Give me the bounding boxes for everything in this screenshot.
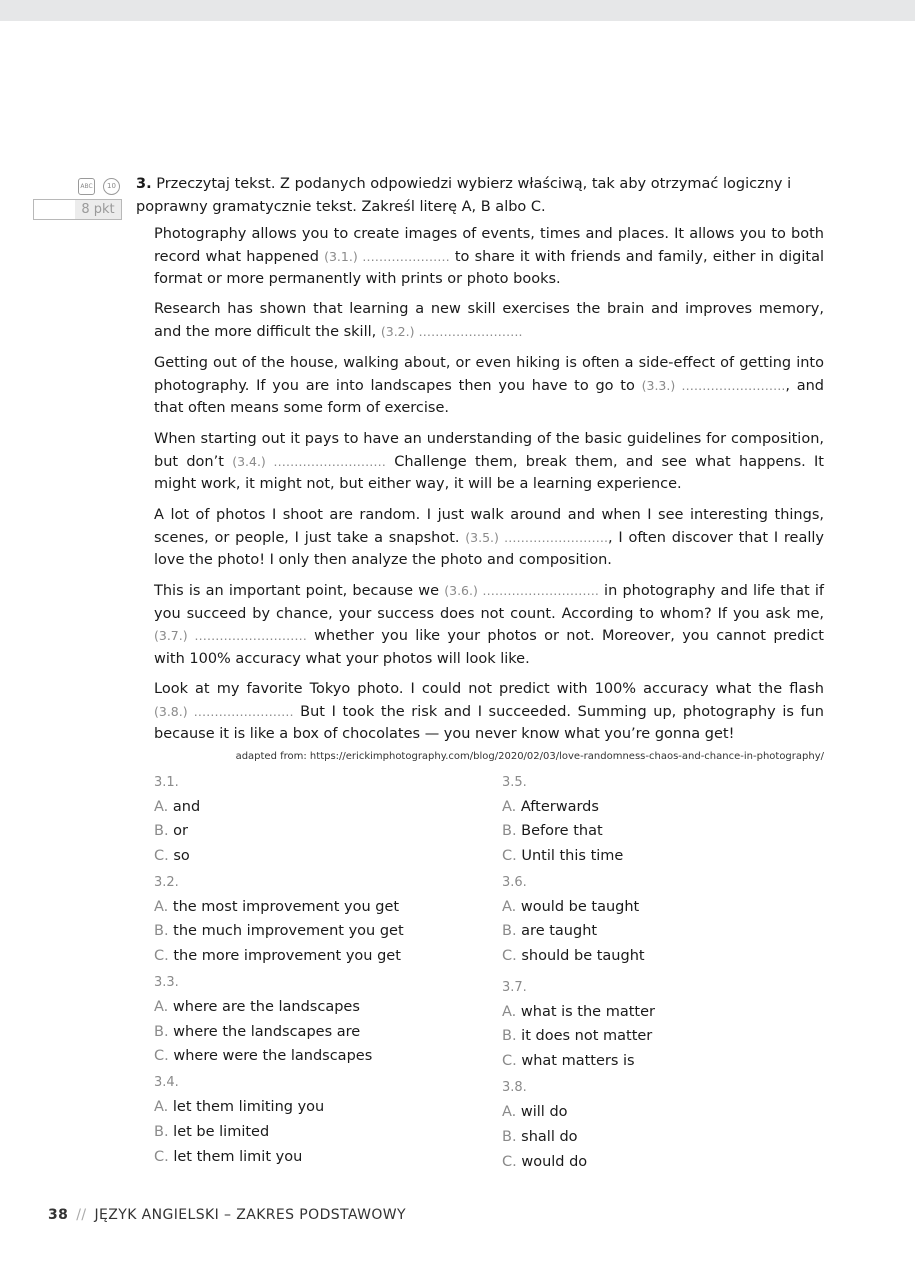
option-a[interactable] (154, 899, 399, 915)
paragraph-1 (154, 223, 824, 291)
page-footer (48, 1207, 406, 1223)
text-span: whether you like your photos or not. Moreover, you cannot predict with 100% accuracy what your photos will look like. (154, 628, 824, 667)
abc-icon: ABC (78, 178, 95, 195)
text-span: , and that often means some form of exercise. (154, 377, 824, 416)
timer-icon: 10 (103, 178, 120, 195)
gap-3-3: (3.3.) ……………………. (641, 377, 786, 393)
option-text: let them limit you (173, 1149, 303, 1165)
option-letter: A. (502, 899, 517, 915)
question-number: 3.5. (502, 775, 527, 790)
option-text: where the landscapes are (173, 1024, 361, 1040)
gap-3-2: (3.2.) ……………………. (380, 323, 523, 339)
option-letter: A. (502, 1004, 517, 1020)
option-c[interactable] (154, 1149, 302, 1165)
text-span: When starting out it pays to have an understanding of the basic guidelines for composition, but don’t (154, 431, 824, 470)
text-span: Look at my favorite Tokyo photo. I could not predict with 100% accuracy what the flash (154, 681, 824, 697)
paragraph-2 (154, 298, 824, 343)
question-number: 3.1. (154, 775, 179, 790)
option-text: Until this time (521, 848, 624, 864)
option-a[interactable] (502, 899, 639, 915)
option-c[interactable] (154, 848, 190, 864)
option-letter: A. (154, 799, 169, 815)
paragraph-5 (154, 504, 824, 572)
gap-3-1: (3.1.) ………………… (324, 248, 450, 264)
option-letter: C. (154, 848, 169, 864)
paragraph-4 (154, 428, 824, 496)
text-span: Research has shown that learning a new skill exercises the brain and improves memory, and the more difficult the skill, (154, 301, 824, 340)
option-text: would be taught (520, 899, 640, 915)
option-b[interactable] (502, 1129, 578, 1145)
option-text: Afterwards (520, 799, 599, 815)
gap-3-5: (3.5.) ……………………. (465, 529, 609, 545)
text-span: But I took the risk and I succeeded. Summing up, photography is fun because it is like a box of chocolates — you never know what you’re gonna get! (154, 703, 824, 742)
option-text: let them limiting you (172, 1099, 325, 1115)
option-letter: B. (502, 1129, 517, 1145)
option-text: and (172, 799, 201, 815)
points-box (33, 199, 122, 220)
gap-3-6: (3.6.) ………………………. (444, 583, 599, 598)
option-letter: A. (502, 1104, 517, 1120)
option-c[interactable] (154, 1048, 372, 1064)
option-letter: B. (502, 1028, 517, 1044)
gap-3-4: (3.4.) ……………………… (232, 453, 386, 469)
option-b[interactable] (502, 823, 603, 839)
option-text: so (173, 848, 190, 864)
task-icons (78, 178, 124, 196)
option-b[interactable] (154, 823, 188, 839)
option-letter: C. (154, 948, 169, 964)
option-text: where are the landscapes (172, 999, 360, 1015)
option-letter: C. (502, 1053, 517, 1069)
option-letter: C. (502, 848, 517, 864)
option-c[interactable] (154, 948, 401, 964)
question-number: 3.3. (154, 975, 179, 990)
text-span: Photography allows you to create images of events, times and places. It allows you to both record what happened (154, 226, 824, 265)
option-a[interactable] (502, 1104, 568, 1120)
option-text: would do (521, 1154, 588, 1170)
paragraph-6 (154, 580, 824, 670)
option-b[interactable] (154, 923, 404, 939)
option-letter: B. (502, 823, 517, 839)
option-text: it does not matter (521, 1028, 653, 1044)
option-text: or (173, 823, 189, 839)
option-letter: B. (154, 1024, 169, 1040)
option-letter: B. (154, 823, 169, 839)
task-instruction (136, 173, 824, 218)
text-span: A lot of photos I shoot are random. I just walk around and when I see interesting things, scenes, or people, I just take a snapshot. (154, 507, 824, 546)
option-text: should be taught (521, 948, 645, 964)
question-number: 3.8. (502, 1080, 527, 1095)
option-letter: A. (502, 799, 517, 815)
text-span: to share it with friends and family, either in digital format or more permanently with prints or photo books. (154, 248, 824, 287)
option-letter: C. (154, 1048, 169, 1064)
points-label: 8 pkt (75, 200, 121, 219)
option-b[interactable] (502, 1028, 652, 1044)
option-letter: A. (154, 899, 169, 915)
option-c[interactable] (502, 948, 645, 964)
option-a[interactable] (154, 799, 200, 815)
option-letter: B. (154, 923, 169, 939)
option-text: what matters is (521, 1053, 635, 1069)
option-b[interactable] (154, 1024, 360, 1040)
footer-title: JĘZYK ANGIELSKI – ZAKRES PODSTAWOWY (94, 1207, 406, 1223)
option-letter: C. (502, 1154, 517, 1170)
option-text: let be limited (173, 1124, 270, 1140)
question-number: 3.4. (154, 1075, 179, 1090)
question-number: 3.7. (502, 980, 527, 995)
option-a[interactable] (154, 999, 360, 1015)
text-span: This is an important point, because we (154, 583, 445, 599)
option-letter: A. (154, 1099, 169, 1115)
option-b[interactable] (154, 1124, 269, 1140)
option-c[interactable] (502, 1154, 587, 1170)
paragraph-3 (154, 352, 824, 420)
footer-separator: // (76, 1207, 87, 1223)
gap-3-8: (3.8.) …………………… (154, 703, 294, 719)
option-letter: A. (154, 999, 169, 1015)
text-span: , I often discover that I really love the photo! I only then analyze the photo and composition. (154, 529, 824, 568)
option-text: where were the landscapes (173, 1048, 373, 1064)
text-span: Challenge them, break them, and see what happens. It might work, it might not, but either way, it will be a learning experience. (154, 453, 824, 492)
text-span: in photography and life that if you succeed by chance, your success does not count. According to whom? If you ask me, (154, 583, 824, 622)
option-text: shall do (521, 1129, 578, 1145)
option-a[interactable] (154, 1099, 324, 1115)
option-text: Before that (521, 823, 603, 839)
question-number: 3.2. (154, 875, 179, 890)
question-number: 3.6. (502, 875, 527, 890)
option-letter: C. (154, 1149, 169, 1165)
option-text: what is the matter (520, 1004, 655, 1020)
option-text: the most improvement you get (172, 899, 400, 915)
option-letter: B. (502, 923, 517, 939)
option-c[interactable] (502, 848, 623, 864)
page-number: 38 (48, 1207, 69, 1223)
option-text: the much improvement you get (173, 923, 404, 939)
gap-3-7: (3.7.) ……………………… (154, 628, 307, 643)
task-number: 3. (136, 176, 152, 192)
text-span: Getting out of the house, walking about, or even hiking is often a side-effect of getting into photography. If you are into landscapes then you have to go to (154, 355, 824, 394)
option-a[interactable] (502, 1004, 655, 1020)
option-b[interactable] (502, 923, 597, 939)
option-text: will do (520, 1104, 568, 1120)
option-text: the more improvement you get (173, 948, 401, 964)
source-citation: adapted from: https://erickimphotography.com/blog/2020/02/03/love-randomness-chaos-and-chance-in-photography/ (235, 751, 824, 762)
option-a[interactable] (502, 799, 599, 815)
instruction-text: Przeczytaj tekst. Z podanych odpowiedzi wybierz właściwą, tak aby otrzymać logiczny i poprawny gramatycznie tekst. Zakreśl literę A, B albo C. (136, 176, 792, 215)
option-text: are taught (521, 923, 598, 939)
option-letter: C. (502, 948, 517, 964)
top-bar (0, 0, 915, 21)
paragraph-7 (154, 678, 824, 746)
option-letter: B. (154, 1124, 169, 1140)
option-c[interactable] (502, 1053, 635, 1069)
